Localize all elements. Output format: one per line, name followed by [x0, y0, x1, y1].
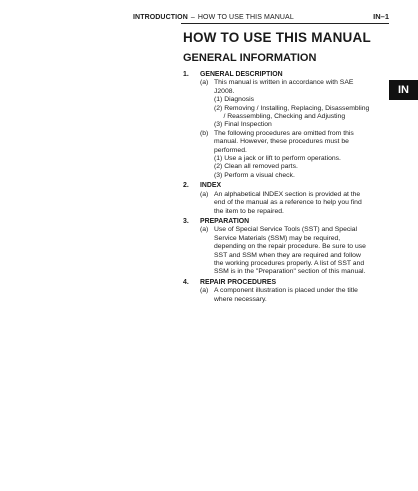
header-topic: HOW TO USE THIS MANUAL — [197, 14, 294, 21]
section-number: 3. — [183, 217, 189, 225]
sub-item-line: (3) Final Inspection — [214, 121, 272, 129]
section-heading-text: GENERAL DESCRIPTION — [200, 71, 283, 78]
manual-section — [183, 182, 383, 216]
sub-item-line: (2) Clean all removed parts. — [214, 163, 298, 171]
sub-item-line: (2) Removing / Installing, Replacing, Disassembling — [214, 104, 370, 112]
item-body — [214, 79, 383, 129]
sub-item-line: (1) Diagnosis — [214, 96, 255, 104]
item-text-line: SSM is in the "Preparation" section of this manual. — [214, 268, 366, 276]
item-body — [214, 287, 383, 304]
item-text-line: the working procedures properly. A list of SST and — [214, 259, 365, 267]
manual-section — [183, 71, 383, 180]
item-letter: (b) — [200, 129, 209, 137]
item-text-line: end of the manual as a reference to help you find — [214, 199, 362, 207]
manual-section — [183, 218, 383, 277]
item-text-line: J2008. — [214, 87, 235, 95]
list-item — [183, 191, 383, 216]
item-text-line: manual. However, these procedures must be — [214, 138, 349, 146]
section-tab — [389, 80, 418, 100]
item-text-line: SST and SSM when they are required and follow — [214, 251, 361, 259]
section-tab-label: IN — [398, 84, 409, 96]
item-letter: (a) — [200, 79, 209, 87]
page-title: HOW TO USE THIS MANUAL — [183, 30, 371, 45]
list-item — [183, 226, 383, 276]
section-heading-text: INDEX — [200, 182, 222, 190]
item-letter: (a) — [200, 226, 209, 234]
item-text-line: performed. — [214, 146, 247, 154]
item-text-line: An alphabetical INDEX section is provided at the — [214, 190, 361, 198]
item-letter: (a) — [200, 287, 209, 295]
item-text-line: The following procedures are omitted from this — [214, 129, 354, 137]
item-body — [214, 130, 383, 180]
section-heading — [183, 279, 383, 287]
list-item — [183, 79, 383, 129]
item-body — [214, 226, 383, 276]
section-number: 4. — [183, 278, 189, 286]
section-heading-text: PREPARATION — [200, 217, 250, 225]
header-section: INTRODUCTION — [133, 14, 188, 21]
manual-body — [183, 71, 383, 304]
item-text-line: A component illustration is placed under the title — [214, 287, 358, 295]
sub-item-line: / Reassembling, Checking and Adjusting — [214, 113, 346, 121]
item-body — [214, 191, 383, 216]
item-text-line: where necessary. — [214, 295, 267, 303]
page-number: IN–1 — [373, 12, 389, 21]
sub-item-line: (3) Perform a visual check. — [214, 171, 295, 179]
section-number: 1. — [183, 71, 189, 78]
section-heading-text: REPAIR PROCEDURES — [200, 278, 277, 286]
item-text-line: depending on the repair procedure. Be sure to use — [214, 243, 366, 251]
item-text-line: Use of Special Service Tools (SST) and Special — [214, 226, 358, 234]
item-text-line: Service Materials (SSM) may be required, — [214, 234, 341, 242]
section-number: 2. — [183, 182, 189, 190]
header-separator: – — [190, 14, 195, 21]
header-breadcrumb — [133, 14, 294, 21]
manual-section — [183, 279, 383, 304]
list-item — [183, 130, 383, 180]
list-item — [183, 287, 383, 304]
item-letter: (a) — [200, 190, 209, 198]
sub-item-line: (1) Use a jack or lift to perform operations. — [214, 155, 341, 163]
section-title: GENERAL INFORMATION — [183, 52, 317, 64]
section-heading — [183, 71, 383, 79]
item-text-line: This manual is written in accordance with SAE — [214, 79, 354, 87]
section-heading — [183, 218, 383, 226]
page-header — [133, 9, 389, 24]
item-text-line: the item to be repaired. — [214, 207, 284, 215]
section-heading — [183, 182, 383, 190]
